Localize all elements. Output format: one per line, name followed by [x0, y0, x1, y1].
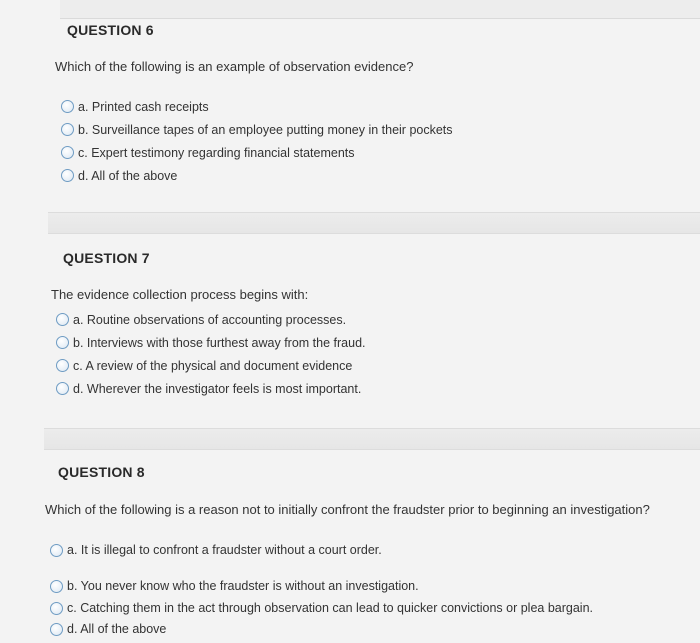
option-a[interactable] — [50, 539, 593, 561]
radio-button-icon[interactable] — [56, 382, 69, 395]
radio-button-icon[interactable] — [61, 123, 74, 136]
option-label: b. Interviews with those furthest away from the fraud. — [73, 335, 366, 350]
option-d[interactable] — [56, 377, 366, 400]
radio-button-icon[interactable] — [50, 580, 63, 593]
option-label: b. Surveillance tapes of an employee putting money in their pockets — [78, 122, 453, 137]
option-label: b. You never know who the fraudster is without an investigation. — [67, 579, 419, 593]
answer-options — [56, 308, 366, 400]
option-label: c. A review of the physical and document evidence — [73, 358, 353, 373]
option-a[interactable] — [56, 308, 366, 331]
radio-button-icon[interactable] — [50, 602, 63, 615]
radio-button-icon[interactable] — [61, 146, 74, 159]
option-spacer — [50, 561, 593, 575]
question-text: Which of the following is an example of observation evidence? — [55, 59, 414, 74]
option-label: a. Routine observations of accounting processes. — [73, 312, 347, 327]
radio-button-icon[interactable] — [61, 100, 74, 113]
radio-button-icon[interactable] — [56, 336, 69, 349]
option-b[interactable] — [61, 118, 453, 141]
radio-button-icon[interactable] — [56, 359, 69, 372]
option-label: c. Catching them in the act through observation can lead to quicker convictions or plea bargain. — [67, 601, 594, 615]
radio-button-icon[interactable] — [50, 544, 63, 557]
question-text: The evidence collection process begins with: — [51, 287, 309, 302]
question-title: QUESTION 6 — [67, 22, 154, 38]
option-c[interactable] — [56, 354, 366, 377]
option-d[interactable] — [50, 619, 593, 639]
option-label: a. Printed cash receipts — [78, 99, 209, 114]
option-label: a. It is illegal to confront a fraudster without a court order. — [67, 543, 382, 557]
radio-button-icon[interactable] — [50, 623, 63, 636]
radio-button-icon[interactable] — [61, 169, 74, 182]
question-divider — [48, 212, 700, 234]
answer-options — [61, 95, 453, 187]
option-c[interactable] — [50, 597, 593, 619]
option-label: d. All of the above — [67, 622, 167, 636]
question-text: Which of the following is a reason not to initially confront the fraudster prior to beginning an investigation? — [45, 502, 650, 517]
option-b[interactable] — [56, 331, 366, 354]
answer-options — [50, 539, 593, 639]
option-label: d. Wherever the investigator feels is most important. — [73, 381, 362, 396]
question-divider — [44, 428, 700, 450]
option-b[interactable] — [50, 575, 593, 597]
radio-button-icon[interactable] — [56, 313, 69, 326]
option-label: c. Expert testimony regarding financial statements — [78, 145, 355, 160]
top-divider — [60, 0, 700, 19]
option-a[interactable] — [61, 95, 453, 118]
question-title: QUESTION 8 — [58, 464, 145, 480]
question-title: QUESTION 7 — [63, 250, 150, 266]
option-c[interactable] — [61, 141, 453, 164]
option-label: d. All of the above — [78, 168, 178, 183]
option-d[interactable] — [61, 164, 453, 187]
